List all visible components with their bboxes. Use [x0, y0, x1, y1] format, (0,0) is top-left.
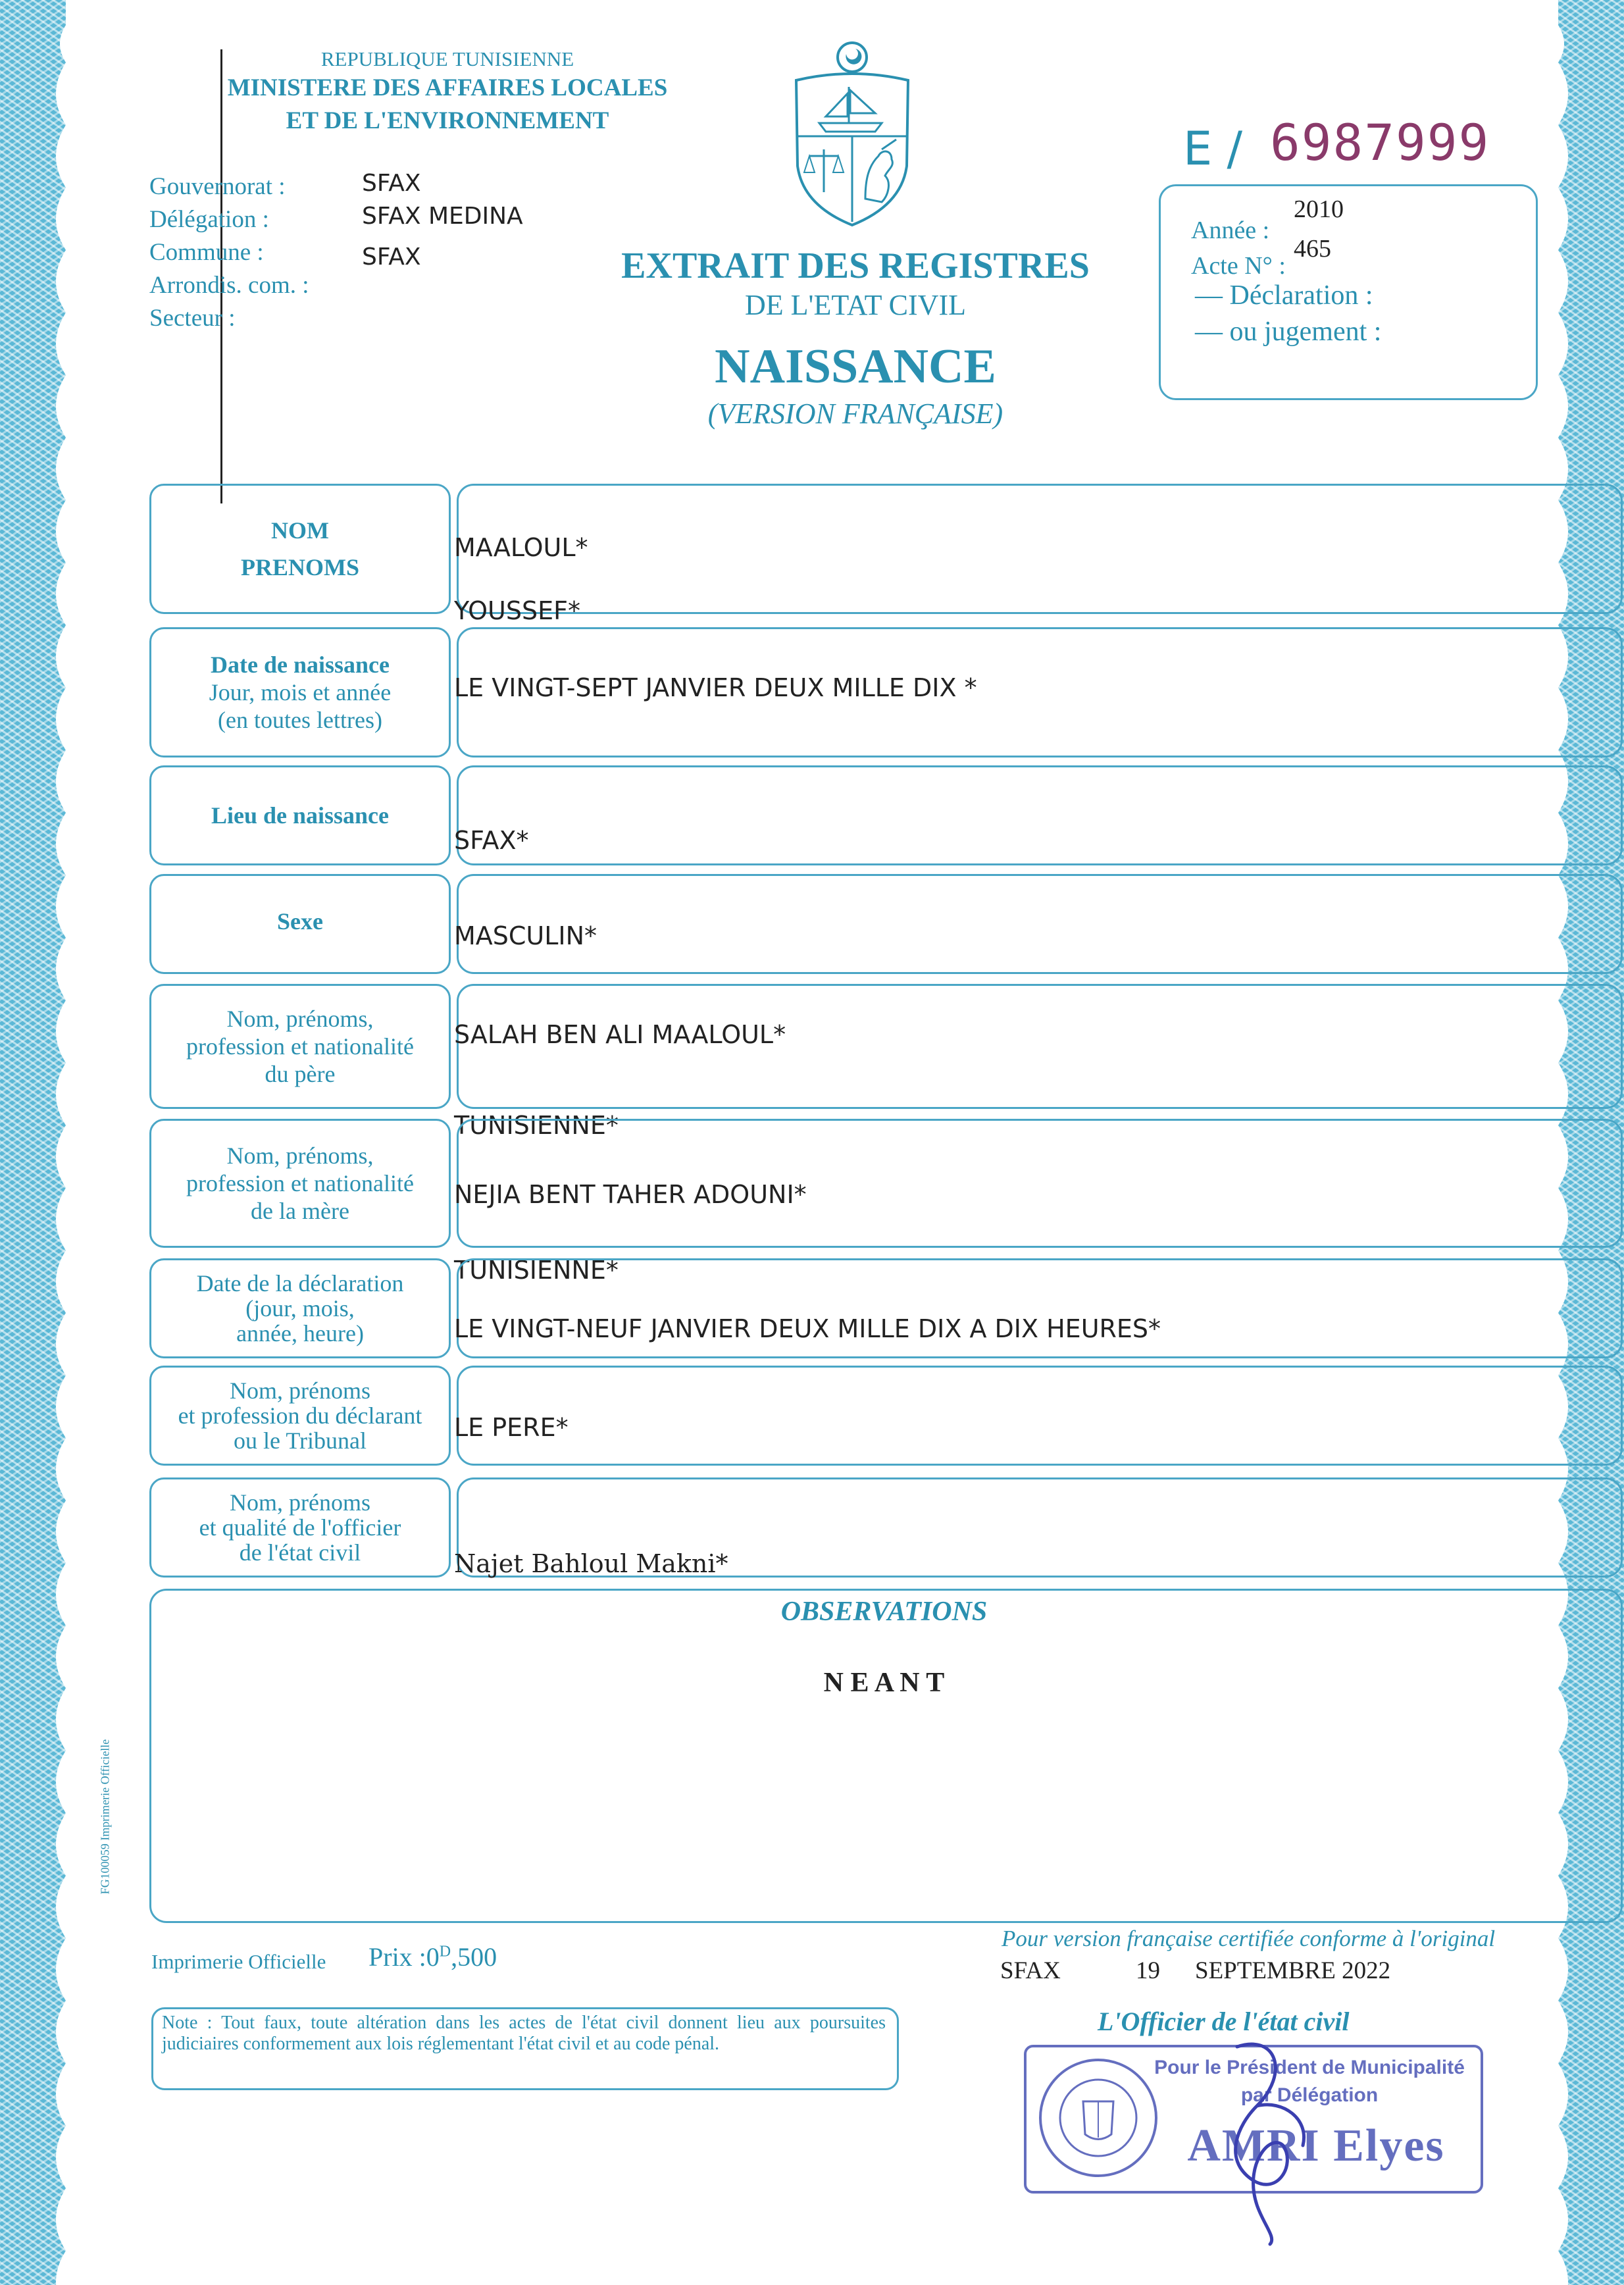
label-declaration-line1: Date de la déclaration [196, 1270, 404, 1297]
label-date-line3: (en toutes lettres) [218, 707, 382, 733]
imprimerie-label: Imprimerie Officielle [151, 1950, 326, 1973]
gouvernorat-label: Gouvernorat : [149, 173, 286, 200]
month-year-value: SEPTEMBRE 2022 [1195, 1957, 1391, 1984]
label-declaration-line2: (jour, mois, [245, 1295, 355, 1322]
label-mere-line1: Nom, prénoms, [226, 1142, 374, 1169]
label-officier-line2: et qualité de l'officier [199, 1514, 401, 1541]
value-box-lieu [457, 765, 1623, 865]
value-declaration: LE VINGT-NEUF JANVIER DEUX MILLE DIX A DIX HEURES* [454, 1314, 1161, 1343]
value-box-sexe [457, 874, 1623, 974]
ministry-line1: MINISTERE DES AFFAIRES LOCALES [227, 74, 668, 101]
stamp-line2: par Délégation [1240, 2084, 1379, 2106]
delegation-value: SFAX MEDINA [362, 203, 523, 230]
label-date-naissance [149, 627, 451, 757]
annee-label: Année : [1191, 217, 1270, 244]
value-nom: MAALOUL* [454, 533, 588, 562]
label-pere-line1: Nom, prénoms, [226, 1006, 374, 1032]
republic-label: REPUBLIQUE TUNISIENNE [320, 47, 574, 70]
handwritten-signature-icon [1198, 2034, 1342, 2251]
serial-prefix: E / [1183, 122, 1243, 176]
value-officier: Najet Bahloul Makni* [454, 1549, 728, 1578]
value-date-naissance: LE VINGT-SEPT JANVIER DEUX MILLE DIX * [454, 673, 977, 702]
label-mere-line2: profession et nationalité [186, 1170, 414, 1196]
commune-value: SFAX [362, 244, 421, 270]
value-pere-nationalite: TUNISIENNE* [454, 1111, 619, 1140]
arrondis-label: Arrondis. com. : [149, 272, 309, 299]
prix-end: ,500 [451, 1942, 497, 1972]
prix-label [368, 1941, 497, 1972]
value-sexe: MASCULIN* [454, 921, 597, 950]
label-officier-line3: de l'état civil [239, 1539, 361, 1566]
stamp-name: AMRI Elyes [1187, 2120, 1445, 2171]
ministry-line2: ET DE L'ENVIRONNEMENT [286, 107, 609, 134]
label-pere-line2: profession et nationalité [186, 1033, 414, 1060]
title-main: NAISSANCE [715, 340, 996, 394]
label-prenoms: PRENOMS [241, 554, 359, 580]
prix-text: Prix :0 [368, 1942, 440, 1972]
observations-title: OBSERVATIONS [780, 1597, 988, 1627]
label-mere-line3: de la mère [251, 1198, 349, 1224]
label-pere-line3: du père [265, 1061, 336, 1087]
label-lieu: Lieu de naissance [149, 765, 451, 865]
value-prenoms: YOUSSEF* [454, 596, 580, 625]
value-pere: SALAH BEN ALI MAALOUL* [454, 1020, 786, 1049]
label-declarant-line2: et profession du déclarant [178, 1402, 422, 1429]
acte-value: 465 [1294, 235, 1331, 263]
title-version: (VERSION FRANÇAISE) [707, 398, 1003, 430]
label-declaration [149, 1258, 451, 1358]
acte-label: Acte N° : [1191, 252, 1286, 280]
label-mere [149, 1119, 451, 1248]
jugement-label: — ou jugement : [1195, 317, 1382, 347]
officier-title: L'Officier de l'état civil [1098, 2007, 1350, 2036]
serial-number: 6987999 [1270, 113, 1490, 172]
stamp-line1: Pour le Président de Municipalité [1154, 2057, 1465, 2078]
title-line1: EXTRAIT DES REGISTRES [621, 245, 1090, 286]
value-box-declarant [457, 1366, 1623, 1466]
day-value: 19 [1136, 1957, 1160, 1984]
value-box-nom [457, 484, 1623, 614]
title-line2: DE L'ETAT CIVIL [745, 289, 966, 321]
observations-value: N E A N T [823, 1668, 945, 1698]
commune-label: Commune : [149, 239, 264, 266]
place-value: SFAX [1000, 1957, 1061, 1984]
label-officier-line1: Nom, prénoms [230, 1489, 370, 1516]
label-pere [149, 984, 451, 1109]
label-date-line1: Date de naissance [211, 652, 390, 678]
certification-text: Pour version française certifiée conforme à l'original [1002, 1926, 1496, 1951]
label-nom-prenoms [149, 484, 451, 614]
secteur-label: Secteur : [149, 305, 236, 332]
label-declaration-line3: année, heure) [236, 1320, 364, 1347]
label-declarant-line1: Nom, prénoms [230, 1377, 370, 1404]
observations-box [149, 1589, 1623, 1923]
value-box-declaration [457, 1258, 1623, 1358]
annee-value: 2010 [1294, 195, 1344, 223]
delegation-label: Délégation : [149, 206, 269, 233]
label-sexe [149, 874, 451, 974]
value-declarant: LE PERE* [454, 1413, 569, 1442]
value-mere-nationalite: TUNISIENNE* [454, 1256, 619, 1285]
declaration-label: — Déclaration : [1195, 280, 1373, 311]
value-lieu: SFAX* [454, 826, 529, 855]
municipal-seal-icon [1036, 2055, 1161, 2180]
document-page [79, 0, 1545, 2285]
value-mere: NEJIA BENT TAHER ADOUNI* [454, 1180, 807, 1209]
label-officier [149, 1477, 451, 1578]
label-sexe-text: Sexe [277, 908, 323, 935]
prix-sup: D [439, 1943, 451, 1961]
side-print-reference: FG100059 Imprimerie Officielle [98, 1739, 112, 1895]
label-date-line2: Jour, mois et année [209, 679, 392, 706]
label-nom: NOM [271, 517, 329, 544]
label-declarant-line3: ou le Tribunal [233, 1427, 367, 1454]
note-text: Note : Tout faux, toute altération dans les actes de l'état civil donnent lieu aux poursuites judiciaires conformement aux lois réglementant l'état civil et au code pénal. [162, 2013, 886, 2054]
gouvernorat-value: SFAX [362, 170, 421, 197]
coat-of-arms-icon [783, 34, 921, 232]
label-declarant [149, 1366, 451, 1466]
